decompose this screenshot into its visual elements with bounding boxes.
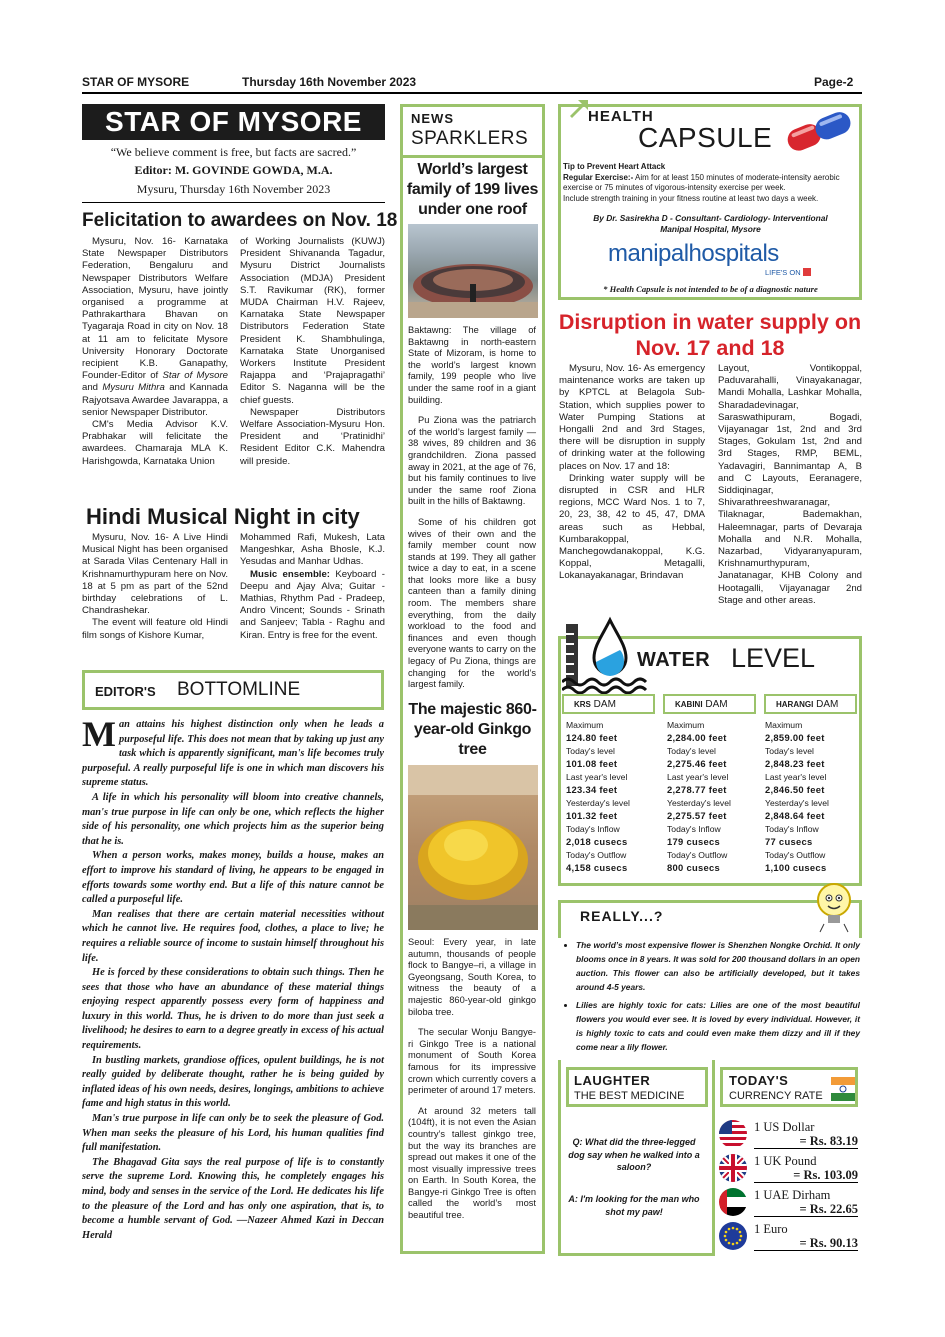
- editor-bottomline-box: [82, 670, 384, 710]
- water-col2: Layout, Vontikoppal, Paduvarahalli, Vinayakanagar, Mandi Mohalla, Lashkar Mohalla, Sharadadevinagar, Saraswathipuram, Bogadi, Vijayanagar 1st, 2nd and 3rd Stages, Gokulam 1st, 2nd and 3rd Stages, RMP, BEML, Yadavagiri, Bannimantap A, B and C Layouts, Eeranagere, Siddiqinagar, Shivarathreeshwaranagar, Tilaknagar, Bademakhan, Haleemnagar, parts of Devaraja Mohalla and N.R. Mohalla, Nazarbad, Vidyaranyapuram, Krishnamurthypuram, Janatanagar, KHB Colony and Hootagalli, Vijayanagar 2nd Stage and other areas.: [718, 363, 862, 606]
- news-title-light: SPARKLERS: [411, 128, 529, 149]
- water-level-title-light: LEVEL: [731, 643, 816, 673]
- laughter-question: Q: What did the three-legged dog say when he walked into a saloon?: [568, 1137, 700, 1172]
- news-divider: [403, 155, 542, 158]
- news-headline-1: World’s largest family of 199 lives under one roof: [406, 161, 539, 218]
- family-photo-graphic: [408, 224, 538, 318]
- news-1-body: Baktawng: The village of Baktawng in north-eastern State of Mizoram, is home to the world’s largest known family, 199 people who live under the same roof in a giant building. Pu Ziona was the patriarch of the world’s largest family —38 wives, 89 children and 36 grandchildren. Ziona passed away in 2021, at the age of 76, but his family continues to live under the same roof Ziona built in the hills of Baktawng. Some of his children got wives of their own and the family member count now stands at 199. They all gather twice a day to eat, in a scene that looks more like a busy canteen than a family dining room. The members share everything, from the daily workload to the food and finances and even though everyone wants to carry on the legacy of Pu Ziona, things are changing for the world’s largest family.: [408, 325, 536, 690]
- hindi-col1: Mysuru, Nov. 16- A Live Hindi Musical Night has been organised at Sarada Vilas Centenary Hall in Krishnamurthypuram here on Nov. 18 at 5 pm as part of the 52nd birthday celebrations of L. Chandrashekar. The event will feature old Hindi film songs of Kishore Kumar,: [82, 532, 228, 641]
- health-disclaimer: * Health Capsule is not intended to be of a diagnostic nature: [603, 284, 818, 294]
- running-header-paper: STAR OF MYSORE: [82, 75, 190, 89]
- masthead-rule: [82, 202, 385, 203]
- laughter-answer: A: I'm looking for the man who shot my paw!: [568, 1194, 700, 1217]
- editor-title-light: BOTTOMLINE: [177, 679, 301, 700]
- frame-line-bottom: [558, 1253, 715, 1256]
- really-facts: [562, 938, 860, 1058]
- ginkgo-photo-graphic: [408, 765, 538, 930]
- really-fact-2: • Lilies are highly toxic for cats: Lilies are one of the most beautiful flowers you would ever see. It is loved by every individual. However, it is highly toxic to cats and could even make them dizzy and ill if they come near a lily flower.: [576, 998, 860, 1054]
- masthead-editor: Editor: M. GOVINDE GOWDA, M.A.: [134, 163, 333, 177]
- editor-title-bold: EDITOR'S: [95, 684, 156, 699]
- hindi-headline: Hindi Musical Night in city: [86, 504, 360, 529]
- arrow-icon: [568, 98, 590, 120]
- health-title-light: CAPSULE: [638, 122, 773, 153]
- health-byline: By Dr. Sasirekha D - Consultant- Cardiology- Interventional Manipal Hospital, Mysore: [593, 213, 828, 234]
- currency-list: [718, 1117, 860, 1253]
- pill-capsule-icon: [780, 108, 860, 154]
- masthead-motto: “We believe comment is free, but facts are sacred.”: [110, 145, 357, 159]
- really-title: REALLY...?: [580, 908, 664, 924]
- eu-flag-icon: [718, 1221, 748, 1251]
- krs-dam-label: KRS DAM: [562, 694, 655, 714]
- water-col1: Mysuru, Nov. 16- As emergency maintenance works are taken up by KPTCL at Belagola Sub-Station, which supplies power to Water Pumping Stations at Hongalli 2nd and 3rd Stages, there will be disruption in supply of drinking water at the following places on Nov. 17 and 18: Drinking water supply will be disrupted in CSR and HLR regions, MCC Ward Nos. 1 to 7, 20, 23, 38, 42 to 45, 47, DMA areas such as Hebbal, Kumbarakoppal, Manchegowdanakoppal, K.G. Koppal, Metagalli, Lokanayakanagar, Brindavan: [559, 363, 705, 582]
- uae-flag-icon: [718, 1187, 748, 1217]
- manipal-plus-icon: [803, 268, 811, 276]
- kabini-dam-stats: Maximum 2,284.00 feet Today's level 2,275.46 feet Last year's level 2,278.77 feet Yesterday's level 2,275.57 feet Today's Inflow 179 cusecs Today's Outflow 800 cusecs: [667, 720, 731, 873]
- krs-dam-stats: Maximum 124.80 feet Today's level 101.08 feet Last year's level 123.34 feet Yesterday's level 101.32 feet Today's Inflow 2,018 cusecs Today's Outflow 4,158 cusecs: [566, 720, 630, 873]
- frame-line-mid: [712, 1060, 715, 1256]
- health-tip: Tip to Prevent Heart Attack Regular Exercise:- Aim for at least 150 minutes of moderate-intensity aerobic exercise or 75 minutes of vigorous-intensity exercise per week. Include strength training in your fitness routine at least two days a week.: [563, 162, 840, 203]
- masthead-title: STAR OF MYSORE: [82, 104, 385, 140]
- currency-row-eur: 1 Euro = Rs. 90.13: [718, 1219, 860, 1253]
- currency-row-aed: 1 UAE Dirham = Rs. 22.65: [718, 1185, 860, 1219]
- manipal-logo-tagline: LIFE'S ON: [765, 268, 801, 277]
- currency-row-gbp: 1 UK Pound = Rs. 103.09: [718, 1151, 860, 1185]
- lightbulb-icon: [810, 880, 858, 934]
- felicitation-col1: Mysuru, Nov. 16- Karnataka State Newspaper Distributors Federation, Bengaluru and Newspaper Distributors Welfare Association, Mysuru, have jointly organised a programme at Pathrakarthara Bhavan on Tyagaraja Road in city on Nov. 18 at 11 am to felicitate Mysore University Honorary Doctorate recipient K.B. Ganapathy, Founder-Editor of Star of Mysore and Mysuru Mithra and Kannada Rajyotsava Awardee Javarappa, a senior Newspaper Distributor. CM's Media Advisor K.V. Prabhakar will felicitate the awardees. Chamaraja MLA K. Harishgowda, Karnataka Union: [82, 236, 228, 467]
- laughter-title-light: THE BEST MEDICINE: [574, 1090, 685, 1102]
- running-header-page: Page-2: [814, 75, 854, 89]
- harangi-dam-stats: Maximum 2,859.00 feet Today's level 2,848.23 feet Last year's level 2,846.50 feet Yesterday's level 2,848.64 feet Today's Inflow 77 cusecs Today's Outflow 1,100 cusecs: [765, 720, 829, 873]
- hindi-col2: Mohammed Rafi, Mukesh, Lata Mangeshkar, Asha Bhosle, K.J. Yesudas and Manhar Udhas. Music ensemble: Keyboard - Deepu and Ajay Alva; Guitar - Mathias, Rhythm Pad - Pradeep, Andro Vincent; Sounds - Srinath and Sanjeev; Tabla - Raghu and Kiran. Entry is free for the event.: [240, 532, 385, 641]
- felicitation-col2: of Working Journalists (KUWJ) President Shivananda Tagadur, Mysuru District Journalists Association (MDJA) President S.T. Ravikumar (RK), former MUDA Chairman H.V. Rajeev, Karnataka State Newspaper Distributors Federation State President K. Shambhulinga, Karnataka State Unorganised Workers Institute President Rajappa and ‘Prajapragathi’ Editor S. Naganna will be the chief guests. Newspaper Distributors Welfare Association-Mysuru Hon. President and ‘Pratinidhi’ Resident Editor C.K. Mahendra will preside.: [240, 236, 385, 467]
- manipal-logo: manipalhospitals: [608, 240, 779, 267]
- currency-row-usd: 1 US Dollar = Rs. 83.19: [718, 1117, 860, 1151]
- ginkgo-photo: [408, 765, 538, 930]
- water-level-title-bold: WATER: [637, 649, 711, 671]
- kabini-dam-label: KABINI DAM: [663, 694, 756, 714]
- news-2-body: Seoul: Every year, in late autumn, thousands of people flock to Bangye–ri, a village in Gyeongsang, South Korea, to witness the beauty of a majestic 860-year-old ginkgo biloba tree. The secular Wonju Bangye-ri Ginkgo Tree is a national monument of South Korea famous for its impressive crown which currently covers a perimeter of around 17 meters. At around 32 meters tall (104ft), it is not even the Asian country’s tallest ginkgo tree, but the way its branches are spread out makes it one of the most visually impressive trees on Earth. In South Korea, the Bangye-ri Ginkgo Tree is often called the world’s most beautiful tree.: [408, 937, 536, 1221]
- header-rule: [82, 92, 862, 94]
- india-flag-icon: [831, 1075, 855, 1103]
- masthead-dateline: Mysuru, Thursday 16th November 2023: [136, 182, 331, 196]
- felicitation-headline: Felicitation to awardees on Nov. 18: [82, 210, 398, 231]
- family-photo: [408, 224, 538, 318]
- editor-body: Man attains his highest distinction only when he leads a purposeful life. This does not mean that by taking up just any task which is apparently significant, man's life becomes truly purposeful. A really purposeful life is one in which man discovers his supreme status. A life in which his personality will bloom into creative channels, man's true purpose in life can only be one, which reflects the higher side of his personality, one which projects him as the superior being that he is. When a person works, makes money, builds a house, makes an effort to improve his standard of living, he appears to be engaged in efforts towards some worthy end. But a life of this nature cannot be called a purposeful life. Man realises that there are certain material necessities without which he cannot live. He requires food, clothes, a place to live; he requires a reliable source of income to sustain himself throughout his life. He is forced by these considerations to obtain such things. Then he sees that those who have an abundance of these material things enjoying respect apparently possess every form of happiness and luxury in this world. Thus, he is driven to do more than just seek a livelihood; he desires to earn to a degree greatly in excess of his actual requirements. In bustling markets, grandiose offices, opulent buildings, he is not really guided by deliberate thought, rather he is being guided by inflated ideas of his own needs, desires, longings, ambitions to achieve fame and high status in this world. Man's true purpose in life can only be to seek the pleasure of God. When man seeks the pleasure of his Lord, his human qualities find full manifestation. The Bhagavad Gita says the real purpose of life is to constantly serve the supreme Lord. Knowing this, he completely engages his mind, body and senses in the service of the Lord. He dedicates his life to the pleasure of the Lord and has only one aspiration, that is, to become a humble servant of God. —Nazeer Ahmed Kazi in Deccan Herald: [82, 714, 384, 1241]
- currency-title-light: CURRENCY RATE: [729, 1090, 823, 1102]
- news-title-bold: NEWS: [411, 111, 454, 126]
- news-headline-2: The majestic 860-year-old Ginkgo tree: [408, 701, 537, 758]
- frame-line-left: [558, 1060, 561, 1256]
- harangi-dam-label: HARANGI DAM: [764, 694, 857, 714]
- really-fact-1: • The world’s most expensive flower is Shenzhen Nongke Orchid. It only blooms once in 8 years. It was sold for 200 thousand dollars in an open auction. This flower can also be artificially developed, but it takes around 4-5 years.: [576, 938, 860, 994]
- editor-dropcap: M: [82, 714, 116, 754]
- currency-title-bold: TODAY'S: [729, 1073, 789, 1088]
- running-header-date: Thursday 16th November 2023: [242, 75, 417, 89]
- laughter-title-bold: LAUGHTER: [574, 1073, 651, 1088]
- usa-flag-icon: [718, 1119, 748, 1149]
- uk-flag-icon: [718, 1153, 748, 1183]
- water-headline: Disruption in water supply on Nov. 17 and 18: [558, 310, 862, 360]
- health-title-bold: HEALTH: [588, 108, 654, 125]
